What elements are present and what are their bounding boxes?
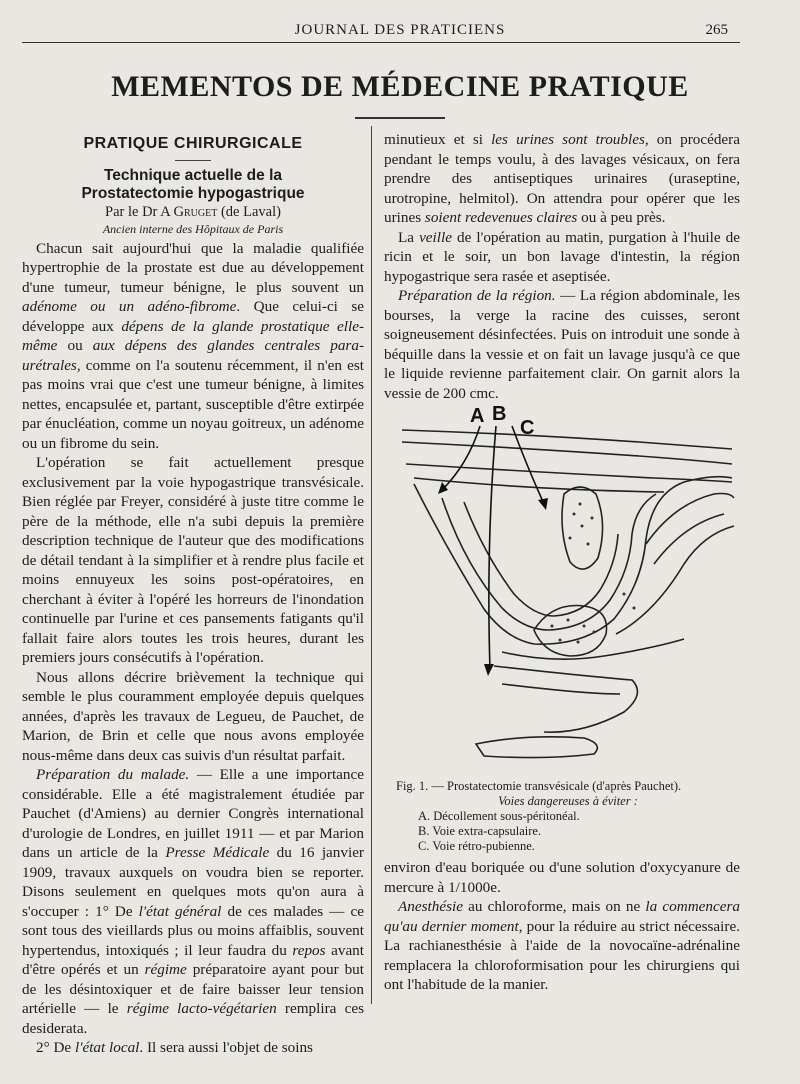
- text: , pour la réduire au strict nécessaire. La rachianesthésie à l'aide de la novocaïne-adrénaline remplacera la chloroformisation pour les chirurgiens qui ont l'habitude de la manier.: [384, 917, 740, 993]
- text-italic: l'état général: [138, 902, 222, 920]
- paragraph-4: [22, 765, 364, 1038]
- text-italic: veille: [419, 228, 452, 246]
- paragraph-r3: [384, 286, 740, 403]
- text: avant d'être opérés et un: [22, 941, 364, 978]
- right-column-top: [384, 130, 740, 403]
- text-italic: soient redevenues claires: [424, 209, 578, 226]
- perineum-outline: [502, 639, 684, 659]
- label-a: A: [470, 405, 485, 427]
- route-c-arrowhead: [538, 498, 548, 510]
- paragraph-r5: [384, 897, 740, 995]
- author-name: Gruget: [173, 203, 218, 220]
- text: — La région abdominale, les bourses, la verge la racine des cuisses, seront soigneusement désinfectées. Puis on introduit une sonde à béquille dans la vessie et on fait un lavage jusqu'à ce que le liquide revienne parfaitement clair. On garnit alors la vessie de 200 cmc.: [384, 287, 740, 402]
- right-column-bottom: [384, 858, 740, 995]
- author-suffix: (de Laval): [220, 203, 281, 220]
- text-italic: régime: [144, 961, 187, 978]
- author-prefix: Par le Dr A: [105, 203, 170, 220]
- anatomical-figure: [384, 394, 740, 774]
- journal-name: JOURNAL DES PRATICIENS: [294, 22, 506, 38]
- text-italic: adénome ou un adéno-fibrome: [22, 298, 237, 315]
- route-b-arrowhead: [484, 664, 494, 676]
- text: . Que celui-ci se développe aux: [22, 298, 364, 335]
- text: minutieux et si: [384, 131, 492, 148]
- text-italic: repos: [292, 941, 326, 959]
- penis-outline: [502, 684, 620, 694]
- author-affiliation: Ancien interne des Hôpitaux de Paris: [102, 221, 284, 236]
- text-italic: Presse Médicale: [165, 844, 270, 861]
- byline: [22, 203, 364, 221]
- figure-caption: [396, 779, 740, 854]
- text: remplira ces desiderata.: [22, 1000, 364, 1037]
- abdominal-wall-line: [402, 430, 732, 449]
- header-rule: [22, 42, 740, 43]
- text: ou: [57, 337, 93, 354]
- section-rule: [175, 160, 211, 161]
- text-italic: la commencera qu'au dernier moment: [384, 898, 741, 935]
- text: Chacun sait aujourd'hui que la maladie qualifiée hypertrophie de la prostate est due au développement d'une tumeur, tumeur bénigne, le plus souvent un: [22, 239, 364, 296]
- text: préparatoire ayant pour but de les désintoxiquer et de faire baisser leur tension artérielle — le: [22, 961, 364, 1017]
- paragraph-r4: environ d'eau boriquée ou d'une solution d'oxycyanure de mercure à 1/1000e.: [384, 859, 740, 896]
- column-divider: [371, 126, 372, 1004]
- label-b: B: [492, 403, 507, 425]
- paragraph-2: L'opération se fait actuellement presque exclusivement par la voie hypogastrique transvésicale. Bien réglée par Freyer, considéré à juste titre comme le père de la méthode, elle n'a subi depuis la première description technique de l'auteur que des modifications de détail tendant à la simplifier et à rendre plus facile et moins ennuyeux les soins post-opératoires, en cherchant à éviter à l'opéré les horreurs de l'inondation continuelle par l'urine et ces pansements fatigants qu'il fallait faire alors toutes les trois heures, durant les premiers jours consécutifs à l'opération.: [22, 454, 364, 666]
- paragraph-3: Nous allons décrire brièvement la technique qui semble le plus couramment employée depuis quelques années, d'après les travaux de Legueu, de Pauchet, de Marion, de Brin et celle que nous avons employée nous-même dans deux cas suivis d'un résultat parfait.: [22, 668, 364, 764]
- prostatectomy-diagram: [384, 394, 740, 774]
- rectum-outline: [616, 526, 734, 634]
- text: , on procédera pendant le temps voulu, à des lavages vésicaux, on fera prendre des antiseptiques urinaires (uraseptine, urotropine, helmitol). On attendra pour opérer que les urines: [384, 131, 740, 226]
- text: du 16 janvier 1909, travaux auxquels on voudra bien se reporter. Disons seulement en quelques mots qu'on aura à s'occuper : 1° De: [22, 844, 364, 920]
- route-a-arrowhead: [438, 482, 448, 494]
- text: ou à peu près.: [577, 209, 666, 226]
- title-ornament-rule: [355, 117, 445, 119]
- bladder-inner-wall: [464, 502, 618, 616]
- abdominal-wall-line: [406, 464, 732, 482]
- article-title-line1: Technique actuelle de la: [103, 166, 282, 184]
- text: — Elle a une importance considérable. Elle a été magistralement étudiée par Pauchet (d'Amiens) au dernier Congrès international d'urologie de Londres, en juillet 1911 — et par Marion dans un article de la: [22, 766, 364, 861]
- main-title: MEMENTOS DE MÉDECINE PRATIQUE: [111, 70, 689, 103]
- route-b-line: [489, 426, 496, 670]
- caption-subheading: Voies dangereuses à éviter :: [498, 794, 638, 808]
- text-italic: les urines sont troubles: [491, 131, 645, 148]
- text: La: [398, 228, 420, 246]
- page-number: 265: [705, 22, 728, 38]
- text: , comme on l'a soutenu récemment, il n'en est pas moins vrai que c'est une tumeur bénigne, à limites nettes, encapsulée et, partant, susceptible d'être extirpée par énucléation, comme un noyau goitreux, un adénome ou un fibrome du sein.: [22, 356, 364, 452]
- label-c: C: [520, 417, 535, 439]
- text-italic: l'état local: [74, 1039, 140, 1056]
- paragraph-5: [22, 1038, 364, 1058]
- bladder-wall: [442, 494, 656, 630]
- caption-item-c: C. Voie rétro-pubienne.: [418, 839, 535, 853]
- left-column: [22, 134, 364, 1058]
- text: 2° De: [36, 1039, 75, 1056]
- pubic-structure: [476, 737, 597, 758]
- penis-outline: [494, 666, 637, 732]
- subheading-italic: Préparation de la région.: [398, 287, 556, 304]
- rectal-lobe-outline: [562, 487, 603, 569]
- caption-item-a: A. Décollement sous-péritonéal.: [418, 809, 580, 823]
- peritoneum-outline: [414, 477, 732, 644]
- article-title-line2: Prostatectomie hypogastrique: [81, 184, 305, 202]
- text-italic: Anesthésie: [398, 898, 463, 915]
- text: de ces malades — ce sont tous des vieillards plus ou moins affaiblis, souvent hypertendus, intoxiqués ; il leur faudra du: [22, 902, 365, 959]
- running-head: [0, 22, 800, 42]
- paragraph-1: [22, 239, 364, 454]
- text-italic: aux dépens des glandes centrales para-urétrales: [22, 337, 364, 374]
- subheading-italic: Préparation du malade.: [36, 766, 190, 783]
- text: au chloroforme, mais on ne: [462, 898, 646, 915]
- caption-item-b: B. Voie extra-capsulaire.: [418, 824, 542, 838]
- section-title: PRATIQUE CHIRURGICALE: [83, 135, 303, 152]
- text: . Il sera aussi l'objet de soins: [139, 1039, 313, 1056]
- text-italic: régime lacto-végétarien: [126, 1000, 277, 1017]
- text-italic: dépens de la glande prostatique elle-même: [22, 317, 364, 354]
- paragraph-r2: [384, 228, 740, 287]
- caption-heading: Fig. 1. — Prostatectomie transvésicale (d'après Pauchet).: [396, 779, 682, 793]
- text: de l'opération au matin, purgation à l'huile de ricin et le soir, un bon lavage d'intestin, la région hypogastrique sera rasée et aseptisée.: [384, 228, 740, 285]
- paragraph-r1: [384, 130, 740, 228]
